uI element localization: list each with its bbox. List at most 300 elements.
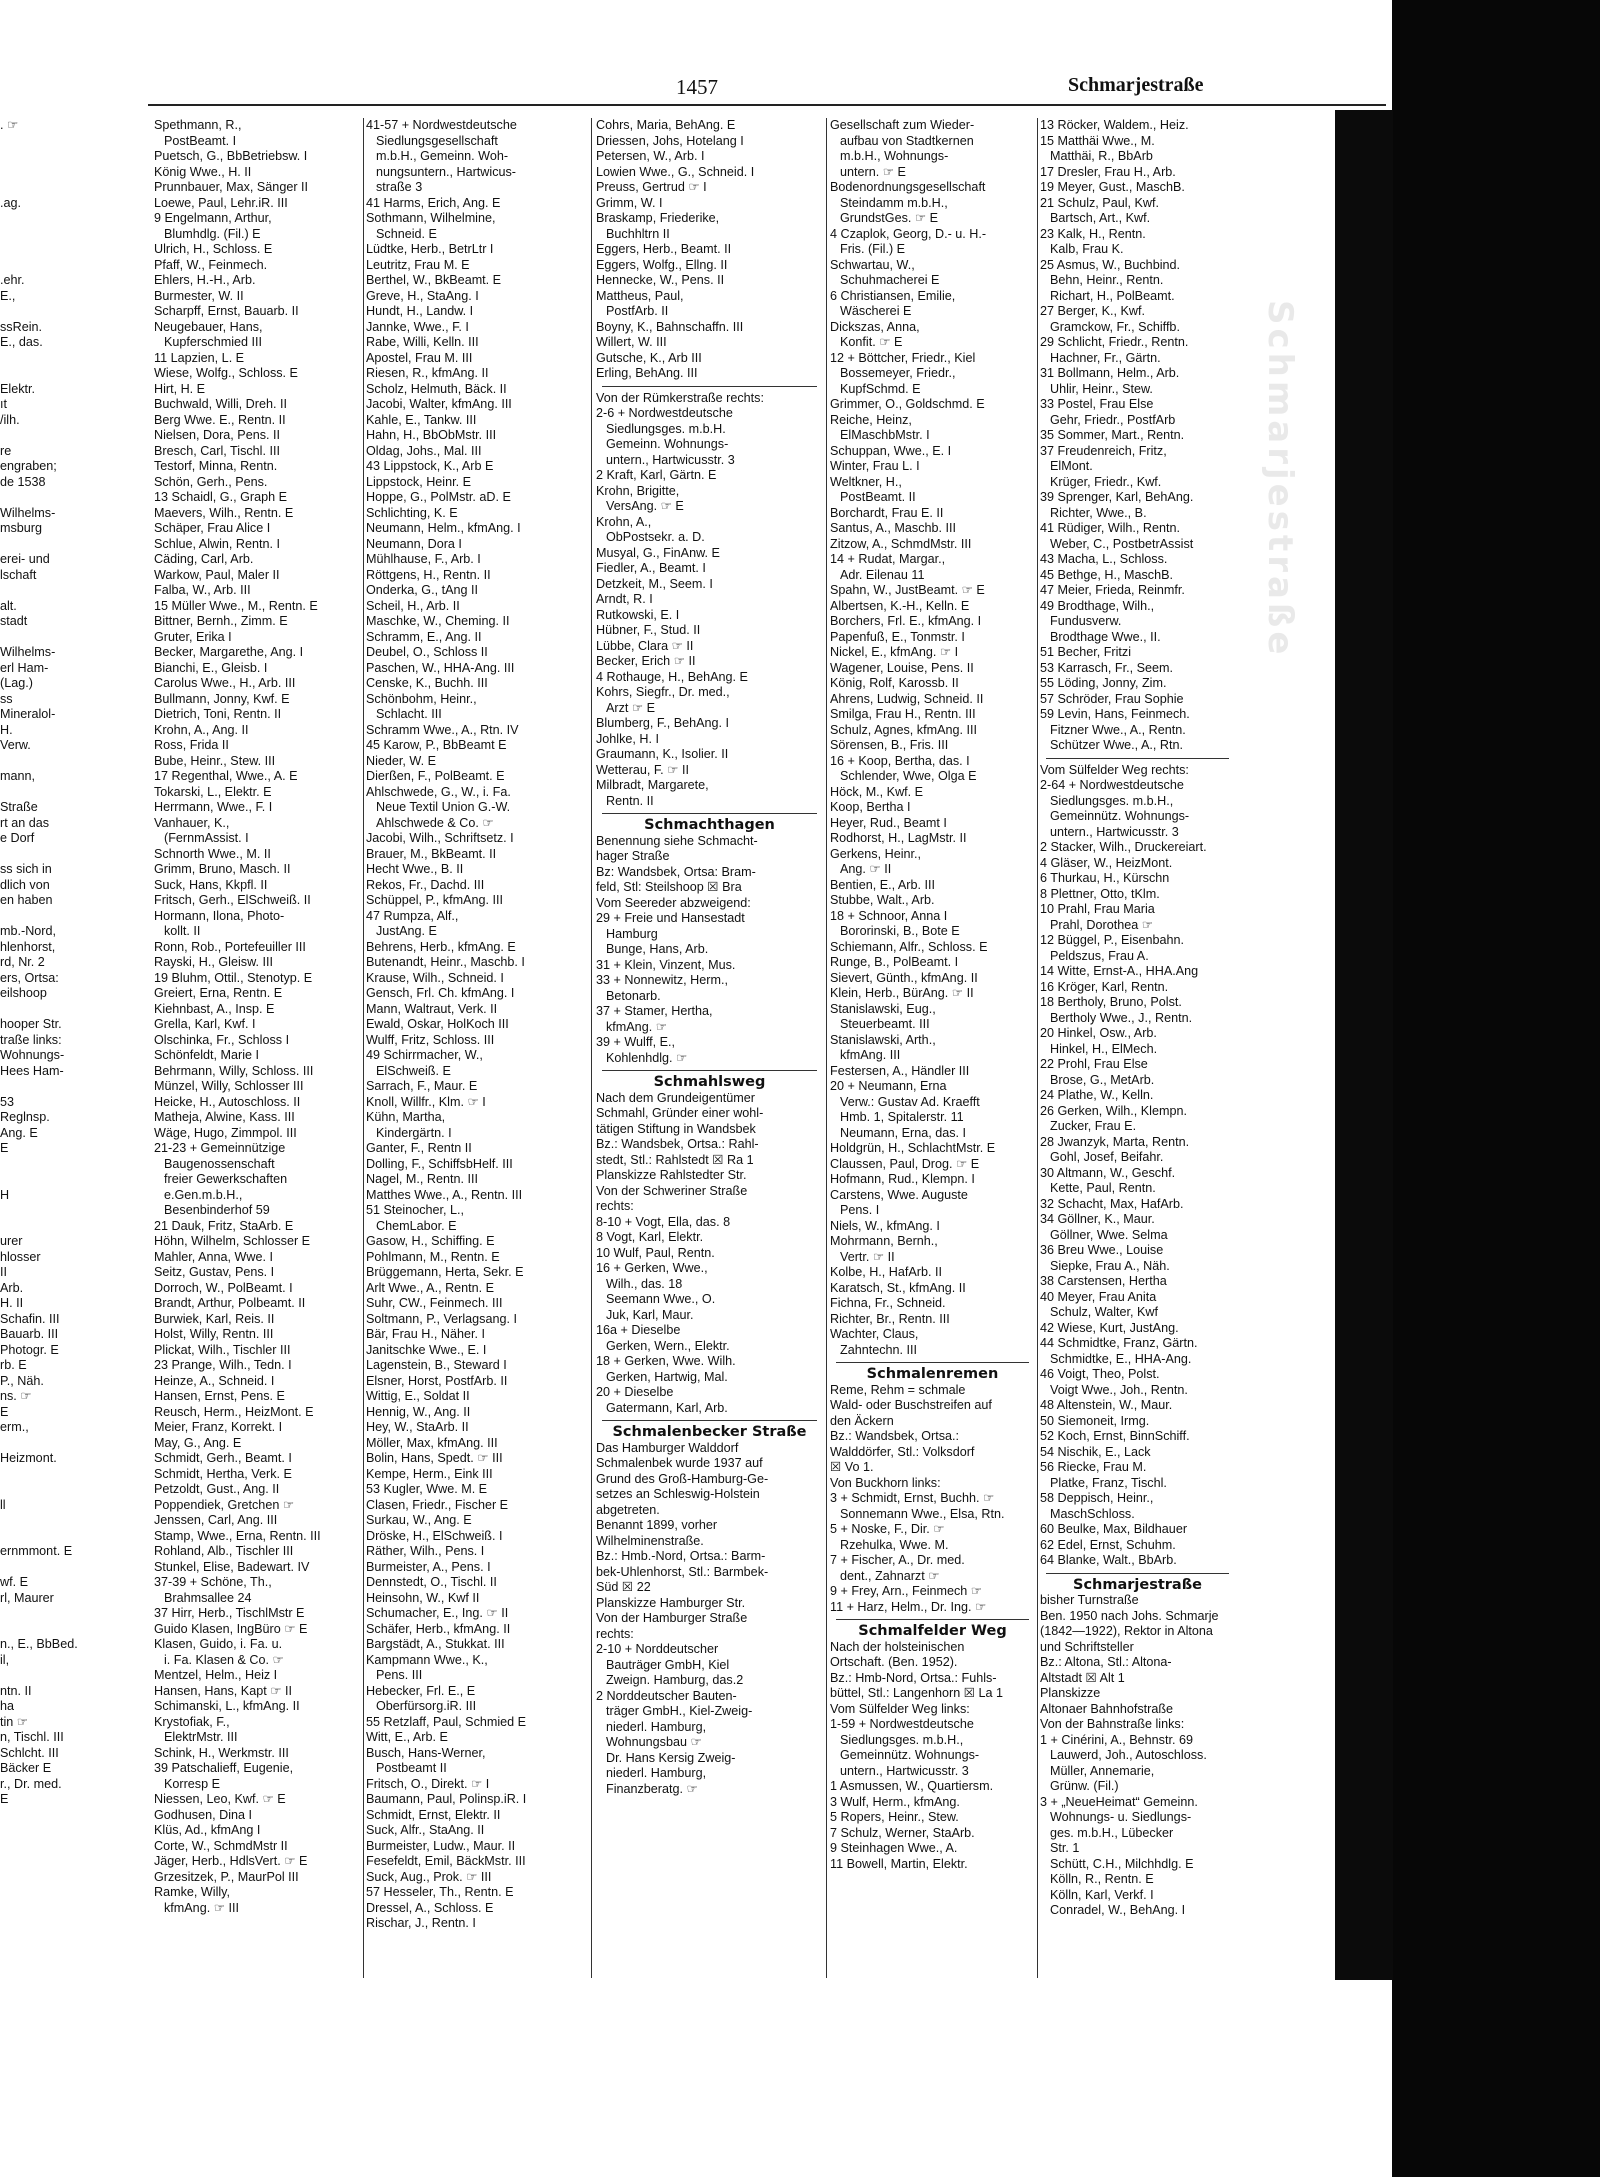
directory-entry: Siedlungsges. m.b.H., — [840, 1732, 964, 1747]
directory-entry: Fritsch, Gerh., ElSchweiß. II — [154, 893, 311, 907]
directory-entry: Wetterau, F. ☞ II — [596, 762, 689, 777]
directory-entry: Walddörfer, Stl.: Volksdorf — [830, 1444, 975, 1459]
directory-entry: Hennecke, W., Pens. II — [596, 273, 725, 287]
directory-entry: Grünw. (Fil.) — [1050, 1779, 1119, 1793]
directory-entry: Bauträger GmbH, Kiel — [606, 1657, 730, 1672]
directory-entry: Wulff, Fritz, Schloss. III — [366, 1032, 495, 1047]
directory-entry: H — [0, 1187, 10, 1202]
directory-entry: Stanislawski, Arth., — [830, 1032, 936, 1047]
directory-entry: Rzehulka, Wwe. M. — [840, 1537, 949, 1552]
directory-entry — [0, 134, 150, 150]
edge-text: Schmarjestraße — [1260, 300, 1300, 659]
directory-entry — [0, 227, 150, 243]
directory-entry: Bz.: Hmb.-Nord, Ortsa.: Barm- — [596, 1549, 766, 1563]
section-rule — [1046, 1573, 1229, 1574]
directory-entry — [0, 1622, 150, 1638]
directory-entry: Weltkner, H., — [830, 474, 902, 489]
directory-entry: Reglnsp. — [0, 1110, 50, 1124]
section-rule — [602, 1070, 817, 1071]
directory-entry: Behrens, Herb., kfmAng. E — [366, 939, 516, 954]
directory-entry: Von der Hamburger Straße — [596, 1611, 748, 1625]
directory-entry: Matheja, Alwine, Kass. III — [154, 1110, 295, 1124]
directory-entry: Klein, Herb., BürAng. ☞ II — [830, 986, 974, 1000]
directory-entry: Bolin, Hans, Spedt. ☞ III — [366, 1451, 503, 1465]
directory-entry: Schlender, Wwe, Olga E — [840, 769, 977, 783]
directory-entry: Berthel, W., BkBeamt. E — [366, 273, 502, 287]
scan-background-right — [1392, 0, 1600, 2177]
directory-entry: 27 Berger, K., Kwf. — [1040, 304, 1145, 318]
directory-entry: Erling, BehAng. III — [596, 366, 698, 380]
directory-entry: 50 Siemoneit, Irmg. — [1040, 1413, 1150, 1428]
directory-entry: 4 Gläser, W., HeizMont. — [1040, 855, 1173, 870]
directory-entry: Testorf, Minna, Rentn. — [154, 459, 278, 473]
directory-entry: en haben — [0, 893, 53, 907]
directory-entry: kollt. II — [164, 924, 201, 938]
street-heading: Schmalenbecker Straße — [612, 1424, 807, 1440]
directory-entry: Kühn, Martha, — [366, 1110, 446, 1124]
directory-entry: PostBeamt. I — [164, 133, 237, 148]
directory-entry: Rayski, H., Gleisw. III — [154, 955, 273, 969]
directory-entry: Fesefeldt, Emil, BäckMstr. III — [366, 1854, 526, 1868]
directory-entry: König, Rolf, Karossb. II — [830, 676, 959, 690]
directory-entry: Maschke, W., Cheming. II — [366, 614, 510, 628]
directory-entry: Willert, W. III — [596, 335, 667, 349]
directory-column-4 — [830, 118, 1035, 1978]
directory-entry: (FernmAssist. I — [164, 831, 249, 845]
directory-entry: Godhusen, Dina I — [154, 1807, 253, 1822]
directory-entry: Hinkel, H., ElMech. — [1050, 1041, 1158, 1056]
directory-entry: Vom Seereder abzweigend: — [596, 895, 751, 910]
directory-entry — [0, 258, 150, 274]
directory-entry: Kohlenhdlg. ☞ — [606, 1050, 688, 1065]
directory-entry: Milbradt, Margarete, — [596, 778, 709, 792]
directory-entry: Wagener, Louise, Pens. II — [830, 660, 974, 675]
directory-entry: Sörensen, B., Fris. III — [830, 738, 949, 752]
directory-entry: 47 Rumpza, Alf., — [366, 908, 459, 923]
directory-entry: Burwiek, Karl, Reis. II — [154, 1311, 275, 1326]
directory-entry: 3 + „NeueHeimat“ Gemeinn. — [1040, 1794, 1198, 1809]
directory-entry: Onderka, G., tAng II — [366, 583, 478, 597]
directory-entry: untern., Hartwicusstr. 3 — [606, 452, 735, 467]
directory-entry: ss — [0, 691, 13, 706]
directory-entry: Siedlungsgesellschaft — [376, 133, 498, 148]
directory-entry: Hamburg — [606, 926, 658, 941]
directory-entry: Richter, Wwe., B. — [1050, 505, 1147, 520]
directory-entry: (Lag.) — [0, 676, 33, 690]
directory-entry: Ganter, F., Rentn II — [366, 1141, 472, 1155]
directory-entry: Olschinka, Fr., Schloss I — [154, 1032, 290, 1047]
directory-entry: Richter, Br., Rentn. III — [830, 1311, 950, 1326]
directory-entry: Schmidt, Gerh., Beamt. I — [154, 1451, 292, 1465]
directory-entry: Blumberg, F., BehAng. I — [596, 716, 730, 730]
directory-entry: Hundt, H., Landw. I — [366, 304, 474, 318]
directory-entry: Carolus Wwe., H., Arb. III — [154, 676, 296, 690]
directory-entry: Gesellschaft zum Wieder- — [830, 118, 975, 132]
directory-entry: 51 Becher, Fritzi — [1040, 645, 1131, 659]
directory-entry: Baumann, Paul, Polinsp.iR. I — [366, 1792, 527, 1806]
directory-entry: Dr. Hans Kersig Zweig- — [606, 1750, 736, 1765]
directory-entry: E., das. — [0, 335, 43, 349]
directory-entry: Ahrens, Ludwig, Schneid. II — [830, 691, 984, 706]
directory-entry: Becker, Margarethe, Ang. I — [154, 645, 304, 659]
directory-entry: Borchers, Frl. E., kfmAng. I — [830, 614, 982, 628]
directory-entry — [0, 304, 150, 320]
directory-entry: 25 Asmus, W., Buchbind. — [1040, 257, 1181, 272]
directory-entry: Wiese, Wolfg., Schloss. E — [154, 366, 298, 380]
directory-entry: Schmalenbek wurde 1937 auf — [596, 1456, 763, 1470]
directory-entry: Schlue, Alwin, Rentn. I — [154, 536, 281, 551]
directory-entry: Gemeinnütz. Wohnungs- — [840, 1748, 980, 1762]
directory-entry: Vanhauer, K., — [154, 815, 230, 830]
directory-entry: 33 Postel, Frau Else — [1040, 397, 1154, 411]
directory-entry: Tokarski, L., Elektr. E — [154, 784, 272, 799]
directory-entry: Elsner, Horst, PostfArb. II — [366, 1373, 508, 1388]
directory-entry: Wittig, E., Soldat II — [366, 1389, 470, 1403]
directory-entry: Hormann, Ilona, Photo- — [154, 908, 285, 923]
directory-entry: Kindergärtn. I — [376, 1125, 452, 1140]
directory-entry: Krohn, Brigitte, — [596, 483, 680, 498]
directory-entry: 48 Altenstein, W., Maur. — [1040, 1398, 1173, 1412]
directory-entry: Bz.: Altona, Stl.: Altona- — [1040, 1655, 1172, 1669]
directory-entry: Driessen, Johs, Hotelang I — [596, 133, 744, 148]
directory-entry: Holdgrün, H., SchlachtMstr. E — [830, 1141, 996, 1155]
directory-entry: rt an das — [0, 815, 50, 830]
directory-entry: Neumann, Helm., kfmAng. I — [366, 521, 521, 535]
directory-entry: Nieder, W. E — [366, 753, 436, 768]
directory-entry: Behrmann, Willy, Schloss. III — [154, 1063, 314, 1078]
directory-entry: Niessen, Leo, Kwf. ☞ E — [154, 1792, 286, 1806]
directory-entry: Brose, G., MetArb. — [1050, 1072, 1155, 1087]
directory-entry: Grimm, Bruno, Masch. II — [154, 862, 291, 876]
directory-entry: 26 Gerken, Wilh., Klempn. — [1040, 1103, 1187, 1118]
directory-entry: Jäger, Herb., HdlsVert. ☞ E — [154, 1854, 308, 1868]
directory-entry: 53 Kugler, Wwe. M. E — [366, 1482, 488, 1496]
directory-entry: Lübbe, Clara ☞ II — [596, 638, 694, 653]
directory-entry: Corte, W., SchmdMstr II — [154, 1838, 288, 1853]
directory-entry: 57 Hesseler, Th., Rentn. E — [366, 1885, 514, 1899]
directory-entry: Krause, Wilh., Schneid. I — [366, 970, 504, 985]
directory-entry: m.b.H., Gemeinn. Woh- — [376, 149, 509, 163]
directory-entry: Surkau, W., Ang. E — [366, 1513, 472, 1527]
directory-entry: Spethmann, R., — [154, 118, 242, 132]
directory-entry: 20 + Neumann, Erna — [830, 1079, 947, 1093]
directory-entry: Soltmann, P., Verlagsang. I — [366, 1311, 517, 1326]
directory-entry: Grund des Groß-Hamburg-Ge- — [596, 1471, 769, 1486]
directory-entry: tin ☞ — [0, 1714, 29, 1729]
directory-entry: Claussen, Paul, Drog. ☞ E — [830, 1156, 980, 1171]
directory-entry: 13 Schaidl, G., Graph E — [154, 490, 288, 504]
directory-entry: Bodenordnungsgesellschaft — [830, 180, 986, 194]
directory-entry: Poppendiek, Gretchen ☞ — [154, 1497, 295, 1512]
directory-entry: Censke, K., Buchh. III — [366, 676, 488, 690]
directory-entry: straße 3 — [376, 180, 423, 194]
directory-entry: dlich von — [0, 877, 50, 892]
directory-entry: Richart, H., PolBeamt. — [1050, 288, 1175, 303]
directory-entry: Siedlungsges. m.b.H. — [606, 421, 726, 436]
directory-entry: Kiehnbast, A., Insp. E — [154, 1001, 275, 1016]
directory-entry: Gensch, Frl. Ch. kfmAng. I — [366, 986, 515, 1000]
section-rule — [836, 1362, 1029, 1363]
directory-entry: . ☞ — [0, 118, 19, 132]
directory-entry: Krohn, A., Ang. II — [154, 722, 249, 737]
directory-entry: Benannt 1899, vorher — [596, 1518, 718, 1532]
directory-entry: Rischar, J., Rentn. I — [366, 1916, 476, 1930]
directory-entry: 57 Schröder, Frau Sophie — [1040, 691, 1184, 706]
directory-entry: Heyer, Rud., Beamt I — [830, 815, 947, 830]
directory-entry: 5 + Noske, F., Dir. ☞ — [830, 1522, 945, 1536]
column-divider — [591, 118, 592, 1978]
directory-entry: Bossemeyer, Friedr., — [840, 366, 956, 380]
directory-entry: Krüger, Friedr., Kwf. — [1050, 474, 1162, 489]
directory-entry: Weber, C., PostbetrAssist — [1050, 536, 1194, 551]
directory-entry: 43 Lippstock, K., Arb E — [366, 459, 494, 473]
directory-entry: Wohnungs- u. Siedlungs- — [1050, 1810, 1192, 1824]
directory-entry: Ben. 1950 nach Johs. Schmarje — [1040, 1608, 1219, 1623]
directory-entry: Wäge, Hugo, Zimmpol. III — [154, 1125, 297, 1140]
directory-entry: 20 + Dieselbe — [596, 1385, 674, 1399]
directory-entry: Riesen, R., kfmAng. II — [366, 366, 489, 380]
directory-entry: Hahn, H., BbObMstr. III — [366, 428, 497, 442]
directory-entry: Pfaff, W., Feinmech. — [154, 257, 268, 272]
directory-entry: GrundstGes. ☞ E — [840, 211, 939, 225]
directory-entry — [0, 211, 150, 227]
directory-entry: kfmAng. ☞ III — [164, 1900, 239, 1915]
directory-entry: Hübner, F., Stud. II — [596, 623, 701, 637]
directory-entry: 12 + Böttcher, Friedr., Kiel — [830, 350, 976, 365]
directory-entry: Stanislawski, Eug., — [830, 1001, 936, 1016]
directory-entry: untern., Hartwicusstr. 3 — [1050, 824, 1179, 839]
directory-entry: Schäfer, Herb., kfmAng. II — [366, 1621, 511, 1636]
directory-entry: 19 Bluhm, Ottil., Stenotyp. E — [154, 970, 313, 985]
directory-entry: 55 Löding, Jonny, Zim. — [1040, 676, 1167, 690]
directory-entry: Bz.: Wandsbek, Ortsa.: — [830, 1429, 960, 1443]
directory-entry: Pohlmann, M., Rentn. E — [366, 1249, 500, 1264]
directory-entry: Siepke, Frau A., Näh. — [1050, 1258, 1170, 1273]
directory-entry: Witt, E., Arb. E — [366, 1730, 448, 1744]
directory-entry — [0, 180, 150, 196]
directory-entry: 5 Ropers, Heinr., Stew. — [830, 1810, 959, 1824]
directory-entry: 11 Bowell, Martin, Elektr. — [830, 1856, 968, 1871]
directory-entry: Brahmsallee 24 — [164, 1590, 252, 1605]
directory-entry: Wilhelms- — [0, 645, 56, 659]
directory-entry: Schwartau, W., — [830, 257, 915, 272]
directory-entry: Müller, Annemarie, — [1050, 1763, 1155, 1778]
directory-entry: ernmmont. E — [0, 1544, 73, 1558]
directory-entry: Mühlhause, F., Arb. I — [366, 552, 481, 566]
directory-entry: 49 Brodthage, Wilh., — [1040, 598, 1155, 613]
directory-entry: 56 Riecke, Frau M. — [1040, 1460, 1147, 1474]
directory-entry: Korresp E — [164, 1776, 220, 1791]
directory-entry: Krohn, A., — [596, 514, 652, 529]
directory-entry: 29 Schlicht, Friedr., Rentn. — [1040, 335, 1189, 349]
directory-entry: Gramckow, Fr., Schiffb. — [1050, 319, 1180, 334]
directory-entry: Dolling, F., SchiffsbHelf. III — [366, 1156, 513, 1171]
directory-entry: Schön, Gerh., Pens. — [154, 474, 268, 489]
directory-entry — [0, 754, 150, 770]
directory-entry: 39 + Wulff, E., — [596, 1035, 675, 1049]
directory-entry: re — [0, 443, 12, 458]
directory-entry: n., E., BbBed. — [0, 1637, 78, 1651]
directory-entry: 30 Altmann, W., Geschf. — [1040, 1165, 1176, 1180]
directory-entry: Koop, Bertha I — [830, 800, 911, 814]
directory-entry: feld, Stl: Steilshoop ☒ Bra — [596, 880, 742, 894]
directory-entry: JustAng. E — [376, 924, 437, 938]
directory-entry: Braskamp, Friederike, — [596, 211, 720, 225]
directory-entry: Schink, H., Werkmstr. III — [154, 1745, 289, 1760]
directory-entry: Lowien Wwe., G., Schneid. I — [596, 164, 755, 179]
directory-entry: Grzesitzek, P., MaurPol III — [154, 1869, 299, 1884]
directory-entry: 4 Rothauge, H., BehAng. E — [596, 669, 748, 684]
directory-entry: Kölln, R., Rentn. E — [1050, 1872, 1154, 1886]
directory-entry: Uhlir, Heinr., Stew. — [1050, 381, 1153, 396]
directory-entry — [0, 165, 150, 181]
directory-entry — [0, 1467, 150, 1483]
directory-entry: Rohland, Alb., Tischler III — [154, 1544, 294, 1558]
directory-entry: Jannke, Wwe., F. I — [366, 319, 469, 334]
directory-entry: Pens. I — [840, 1203, 880, 1217]
directory-entry: (1842—1922), Rektor in Altona — [1040, 1624, 1213, 1638]
directory-entry: Bittner, Bernh., Zimm. E — [154, 614, 288, 628]
directory-entry: Finanzberatg. ☞ — [606, 1781, 698, 1796]
directory-entry — [0, 1203, 150, 1219]
directory-column-5 — [1040, 118, 1235, 1978]
directory-entry: Konfit. ☞ E — [840, 335, 903, 349]
directory-entry — [0, 1513, 150, 1529]
directory-entry — [0, 1529, 150, 1545]
directory-entry — [0, 1668, 150, 1684]
directory-entry: Klüs, Ad., kfmAng I — [154, 1823, 261, 1837]
directory-entry: Karatsch, St., kfmAng. II — [830, 1280, 966, 1295]
column-divider — [363, 118, 364, 1978]
directory-entry: 35 Sommer, Mart., Rentn. — [1040, 428, 1185, 442]
directory-entry: Bunge, Hans, Arb. — [606, 942, 709, 956]
directory-entry: Wohnungsbau ☞ — [606, 1735, 702, 1749]
directory-entry: untern. ☞ E — [840, 164, 906, 179]
directory-entry — [0, 1219, 150, 1235]
directory-entry: 60 Beulke, Max, Bildhauer — [1040, 1522, 1188, 1536]
directory-entry: Photogr. E — [0, 1342, 59, 1357]
directory-entry: Benennung siehe Schmacht- — [596, 833, 758, 848]
directory-entry: Zweign. Hamburg, das.2 — [606, 1673, 744, 1687]
directory-entry: Knoll, Willfr., Klm. ☞ I — [366, 1094, 486, 1109]
directory-entry: Ramke, Willy, — [154, 1885, 231, 1899]
directory-entry: 23 Prange, Wilh., Tedn. I — [154, 1358, 292, 1372]
directory-entry — [0, 1157, 150, 1173]
directory-entry: 21 Schulz, Paul, Kwf. — [1040, 195, 1160, 210]
directory-entry: 28 Jwanzyk, Marta, Rentn. — [1040, 1134, 1190, 1149]
directory-entry: /ilh. — [0, 412, 20, 427]
directory-entry: Kohrs, Siegfr., Dr. med., — [596, 685, 730, 699]
directory-entry: PostfArb. II — [606, 304, 669, 318]
directory-entry: Schiemann, Alfr., Schloss. E — [830, 939, 988, 954]
directory-entry: ElektrMstr. III — [164, 1730, 238, 1744]
directory-entry — [0, 583, 150, 599]
directory-entry — [0, 1172, 150, 1188]
directory-entry: 54 Nischik, E., Lack — [1040, 1444, 1151, 1459]
directory-entry: Dressel, A., Schloss. E — [366, 1900, 494, 1915]
directory-entry: 8 Vogt, Karl, Elektr. — [596, 1230, 704, 1244]
directory-entry: Grella, Karl, Kwf. I — [154, 1017, 256, 1031]
directory-entry: Hofmann, Rud., Klempn. I — [830, 1172, 975, 1186]
directory-entry: 2-10 + Norddeutscher — [596, 1642, 719, 1656]
directory-entry: Hennig, W., Ang. II — [366, 1404, 471, 1419]
directory-entry: Wilhelms- — [0, 505, 56, 520]
directory-entry: Kahle, E., Tankw. III — [366, 412, 477, 427]
directory-entry: 46 Voigt, Theo, Polst. — [1040, 1367, 1160, 1381]
directory-entry: hlosser — [0, 1249, 41, 1264]
directory-entry: 37 + Stamer, Hertha, — [596, 1004, 713, 1018]
directory-entry: 3 Wulf, Herm., kfmAng. — [830, 1794, 960, 1809]
directory-entry: Wilh., das. 18 — [606, 1276, 683, 1291]
directory-entry: Süd ☒ 22 — [596, 1580, 651, 1594]
directory-entry: Seemann Wwe., O. — [606, 1292, 716, 1306]
directory-entry: Borchardt, Frau E. II — [830, 505, 944, 520]
directory-entry: Ehlers, H.-H., Arb. — [154, 273, 256, 287]
directory-entry: 40 Meyer, Frau Anita — [1040, 1289, 1157, 1304]
directory-entry: urer — [0, 1234, 23, 1248]
directory-entry: 29 + Freie und Hansestadt — [596, 911, 745, 925]
directory-entry: Besenbinderhof 59 — [164, 1203, 270, 1217]
directory-entry: Dierßen, F., PolBeamt. E — [366, 769, 505, 783]
directory-entry: ssRein. — [0, 319, 42, 334]
directory-entry: Pens. III — [376, 1668, 423, 1682]
directory-entry: Reiche, Heinz, — [830, 412, 912, 427]
directory-entry: rechts: — [596, 1626, 634, 1641]
directory-entry: Paschen, W., HHA-Ang. III — [366, 660, 515, 675]
directory-entry: hlenhorst, — [0, 939, 56, 954]
directory-entry: 2 Norddeutscher Bauten- — [596, 1688, 737, 1703]
directory-entry: 23 Kalk, H., Rentn. — [1040, 226, 1146, 241]
directory-entry: Nagel, M., Rentn. III — [366, 1172, 478, 1186]
directory-entry: rd, Nr. 2 — [0, 955, 45, 969]
directory-entry: erm., — [0, 1420, 29, 1434]
directory-entry: Jenssen, Carl, Ang. III — [154, 1513, 278, 1527]
directory-entry: Schützer Wwe., A., Rtn. — [1050, 738, 1183, 752]
directory-entry: Brodthage Wwe., II. — [1050, 629, 1161, 644]
directory-entry: traße links: — [0, 1032, 62, 1047]
directory-entry: Scharpff, Ernst, Bauarb. II — [154, 304, 299, 318]
directory-entry — [0, 1606, 150, 1622]
directory-entry: Bube, Heinr., Stew. III — [154, 753, 276, 768]
directory-entry: Lippstock, Heinr. E — [366, 474, 471, 489]
binding-edge-strip — [1335, 110, 1393, 1980]
directory-entry: Ortschaft. (Ben. 1952). — [830, 1655, 958, 1669]
directory-entry: 7 Schulz, Werner, StaArb. — [830, 1825, 975, 1840]
directory-entry: rl, Maurer — [0, 1590, 54, 1605]
street-heading: Schmarjestraße — [1073, 1576, 1202, 1593]
directory-entry: den Äckern — [830, 1413, 894, 1428]
directory-entry: 41 Harms, Erich, Ang. E — [366, 195, 501, 210]
directory-entry: Brüggemann, Herta, Sekr. E — [366, 1265, 524, 1279]
directory-entry: Kalb, Frau K. — [1050, 242, 1124, 256]
directory-entry: Berg Wwe. E., Rentn. II — [154, 412, 286, 427]
directory-entry: Rodhorst, H., LagMstr. II — [830, 831, 967, 845]
directory-entry: Festersen, A., Händler III — [830, 1063, 970, 1078]
directory-entry: Cohrs, Maria, BehAng. E — [596, 118, 736, 132]
directory-entry: Rekos, Fr., Dachd. III — [366, 877, 485, 892]
directory-entry: Niels, W., kfmAng. I — [830, 1218, 940, 1233]
directory-entry: Nickel, E., kfmAng. ☞ I — [830, 645, 959, 659]
directory-entry: Hansen, Ernst, Pens. E — [154, 1389, 285, 1403]
directory-entry: 45 Bethge, H., MaschB. — [1040, 567, 1174, 582]
directory-entry: niederl. Hamburg, — [606, 1766, 707, 1780]
directory-entry: Bororinski, B., Bote E — [840, 924, 960, 938]
directory-entry: ges. m.b.H., Lübecker — [1050, 1825, 1174, 1840]
directory-entry: Mohrmann, Bernh., — [830, 1234, 938, 1248]
directory-entry: 51 Steinocher, L., — [366, 1203, 465, 1217]
directory-entry: Leutritz, Frau M. E — [366, 257, 470, 272]
directory-entry: Ronn, Rob., Portefeuiller III — [154, 939, 306, 954]
